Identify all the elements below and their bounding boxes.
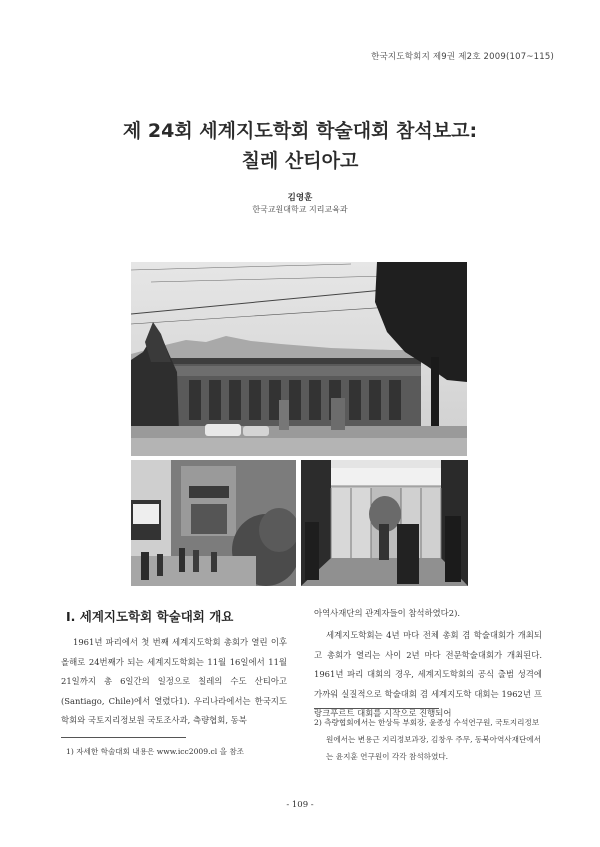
left-footnote-rule [61, 737, 186, 738]
right-column-continued-text: 아역사재단의 관계자들이 참석하였다2). [314, 608, 461, 618]
article-title-line2: 칠레 산티아고 [241, 150, 359, 172]
journal-header: 한국지도학회지 제9권 제2호 2009(107~115) [371, 52, 554, 62]
footnote-2: 2) 측량협회에서는 한상득 부회장, 윤종성 수석연구원, 국토지리정보원에서는 변용근 지리정보과장, 김창우 주무, 동북아역사재단에서는 윤지훈 연구원이 각각 참석하였다. [314, 718, 541, 761]
right-footnote-rule [314, 708, 439, 709]
photo-conference-building [131, 262, 467, 456]
footnote-1: 1) 자세한 학술대회 내용은 www.icc2009.cl 을 참조 [66, 747, 245, 756]
right-column-paragraph: 세계지도학회는 4년 마다 전체 총회 겸 학술대회가 개최되고 총회가 열리는 사이 2년 마다 전문학술대회가 개최된다. 1961년 파리 대회의 경우, 세계지도학회의 공식 출범 성격에 가까워 실질적으로 학술대회 겸 세계지도학 대회는 1962년 프랑크푸르트 대회를 시작으로 진행되어 [314, 630, 542, 719]
author-affiliation: 한국교원대학교 지리교육과 [252, 205, 348, 214]
article-title-line1: 제 24회 세계지도학회 학술대회 참석보고: [122, 120, 478, 142]
photo-street-entrance [131, 460, 296, 586]
author-name: 김영훈 [287, 193, 313, 203]
page-number: - 109 - [286, 800, 314, 810]
section-heading: I. 세계지도학회 학술대회 개요 [66, 609, 234, 624]
left-column-paragraph: 1961년 파리에서 첫 번째 세계지도학회 총회가 열린 이후 올해로 24번째가 되는 세계지도학회는 11월 16일에서 11월 21일까지 총 6일간의 일정으로 칠레의 수도 산티아고(Santiago, Chile)에서 열렸다1). 우리나라에서는 한국지도학회와 국토지리정보원 국토조사과, 측량협회, 동북 [61, 637, 287, 726]
photo-exhibition-corridor [301, 460, 468, 586]
